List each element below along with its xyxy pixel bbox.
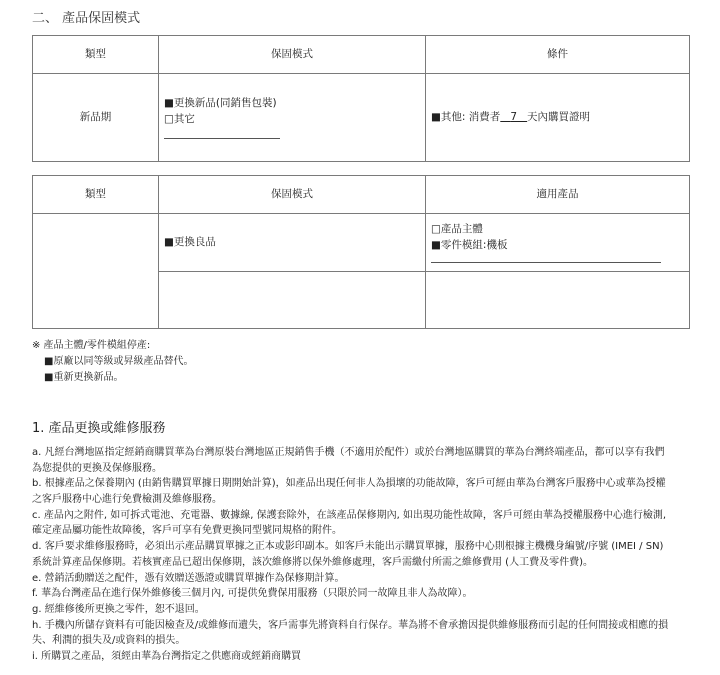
discontinued-note bbox=[32, 338, 193, 386]
terms-line: a. 凡經台灣地區指定經銷商購買華為台灣原裝台灣地區正規銷售手機（不適用於配件）或於台灣地區購買的華為台灣終端產品，都可以享有我們 bbox=[32, 447, 665, 458]
section-title: 二、 產品保固模式 bbox=[32, 11, 141, 26]
condition-cell bbox=[426, 74, 690, 162]
terms-list bbox=[32, 445, 694, 665]
terms-line: 確定產品屬功能性故障後，客戶可享有免費更換同型號同規格的附件。 bbox=[32, 525, 342, 537]
mode-replace-good: ■更換良品 bbox=[159, 214, 426, 272]
terms-line: g. 經維修後所更換之零件，恕不退回。 bbox=[32, 603, 205, 615]
products-cell bbox=[426, 214, 690, 272]
note-item: ■重新更換新品。 bbox=[44, 372, 124, 383]
warranty-table-refurb bbox=[32, 175, 690, 329]
terms-line: i. 所購買之產品，須經由華為台灣指定之供應商或經銷商購買 bbox=[32, 650, 302, 662]
product-module: ■零件模組:機板 bbox=[431, 238, 508, 251]
terms-line: c. 產品內之附件, 如可拆式電池、充電器、數據線, 保護套除外，在該產品保修期內, 如出現功能性故障，客戶可經由華為授權服務中心進行檢測, bbox=[32, 509, 667, 521]
terms-line: h. 手機內所儲存資料有可能因檢查及/或維修而遺失，客戶需事先將資料自行保存。華為將不會承擔因提供維修服務而引起的任何間接或相應的損 bbox=[32, 619, 669, 631]
terms-line: 為您提供的更換及保修服務。 bbox=[32, 462, 162, 474]
empty-cell bbox=[159, 272, 426, 329]
condition-days: 7 bbox=[510, 110, 517, 123]
header-mode: 保固模式 bbox=[159, 36, 426, 74]
header-products: 適用產品 bbox=[426, 176, 690, 214]
condition-prefix: ■其他: 消費者 bbox=[431, 110, 501, 123]
row-type-new: 新品期 bbox=[33, 74, 159, 162]
option-other: □其它 bbox=[164, 112, 195, 125]
condition-suffix: 天內購買證明 bbox=[527, 110, 591, 123]
header-mode: 保固模式 bbox=[159, 176, 426, 214]
terms-line: 系統計算產品保修期。若核實產品已超出保修期，該次維修將以保外維修處理，客戶需繳付所需之維修費用 (人工費及零件費)。 bbox=[32, 556, 593, 568]
terms-line: f. 華為台灣產品在進行保外維修後三個月內, 可提供免費保用服務（只限於同一故障且非人為故障）。 bbox=[32, 588, 473, 600]
header-condition: 條件 bbox=[426, 36, 690, 74]
terms-line: e. 營銷活動贈送之配件，憑有效贈送憑證或購買單據作為保修期計算。 bbox=[32, 572, 345, 584]
terms-line: d. 客戶要求維修服務時，必須出示產品購買單據之正本或影印副本。如客戶未能出示購買單據，服務中心則根據主機機身編號/序號 (IMEI / SN) bbox=[32, 541, 664, 553]
mode-options bbox=[159, 74, 426, 162]
terms-line: b. 根據產品之保養期內 (由銷售購買單據日期開始計算)，如產品出現任何非人為損壞的功能故障，客戶可經由華為台灣客戶服務中心或華為授權 bbox=[32, 478, 666, 490]
option-replace-new: ■更換新品(同銷售包裝) bbox=[164, 97, 277, 110]
note-item: ■原廠以同等級或昇級產品替代。 bbox=[44, 356, 194, 367]
warranty-table-new bbox=[32, 35, 690, 162]
other-blank-line bbox=[164, 129, 280, 139]
terms-line: 之客戶服務中心進行免費檢測及維修服務。 bbox=[32, 494, 222, 506]
row-type-empty bbox=[33, 214, 159, 329]
terms-line: 失、利潤的損失及/或資料的損失。 bbox=[32, 635, 186, 647]
header-type: 類型 bbox=[33, 176, 159, 214]
section2-title: 1. 產品更換或維修服務 bbox=[32, 421, 166, 436]
product-blank-line bbox=[431, 255, 661, 263]
empty-cell bbox=[426, 272, 690, 329]
header-type: 類型 bbox=[33, 36, 159, 74]
product-main-body: □產品主體 bbox=[431, 223, 483, 236]
note-title: ※ 產品主體/零件模組停產: bbox=[32, 340, 151, 351]
